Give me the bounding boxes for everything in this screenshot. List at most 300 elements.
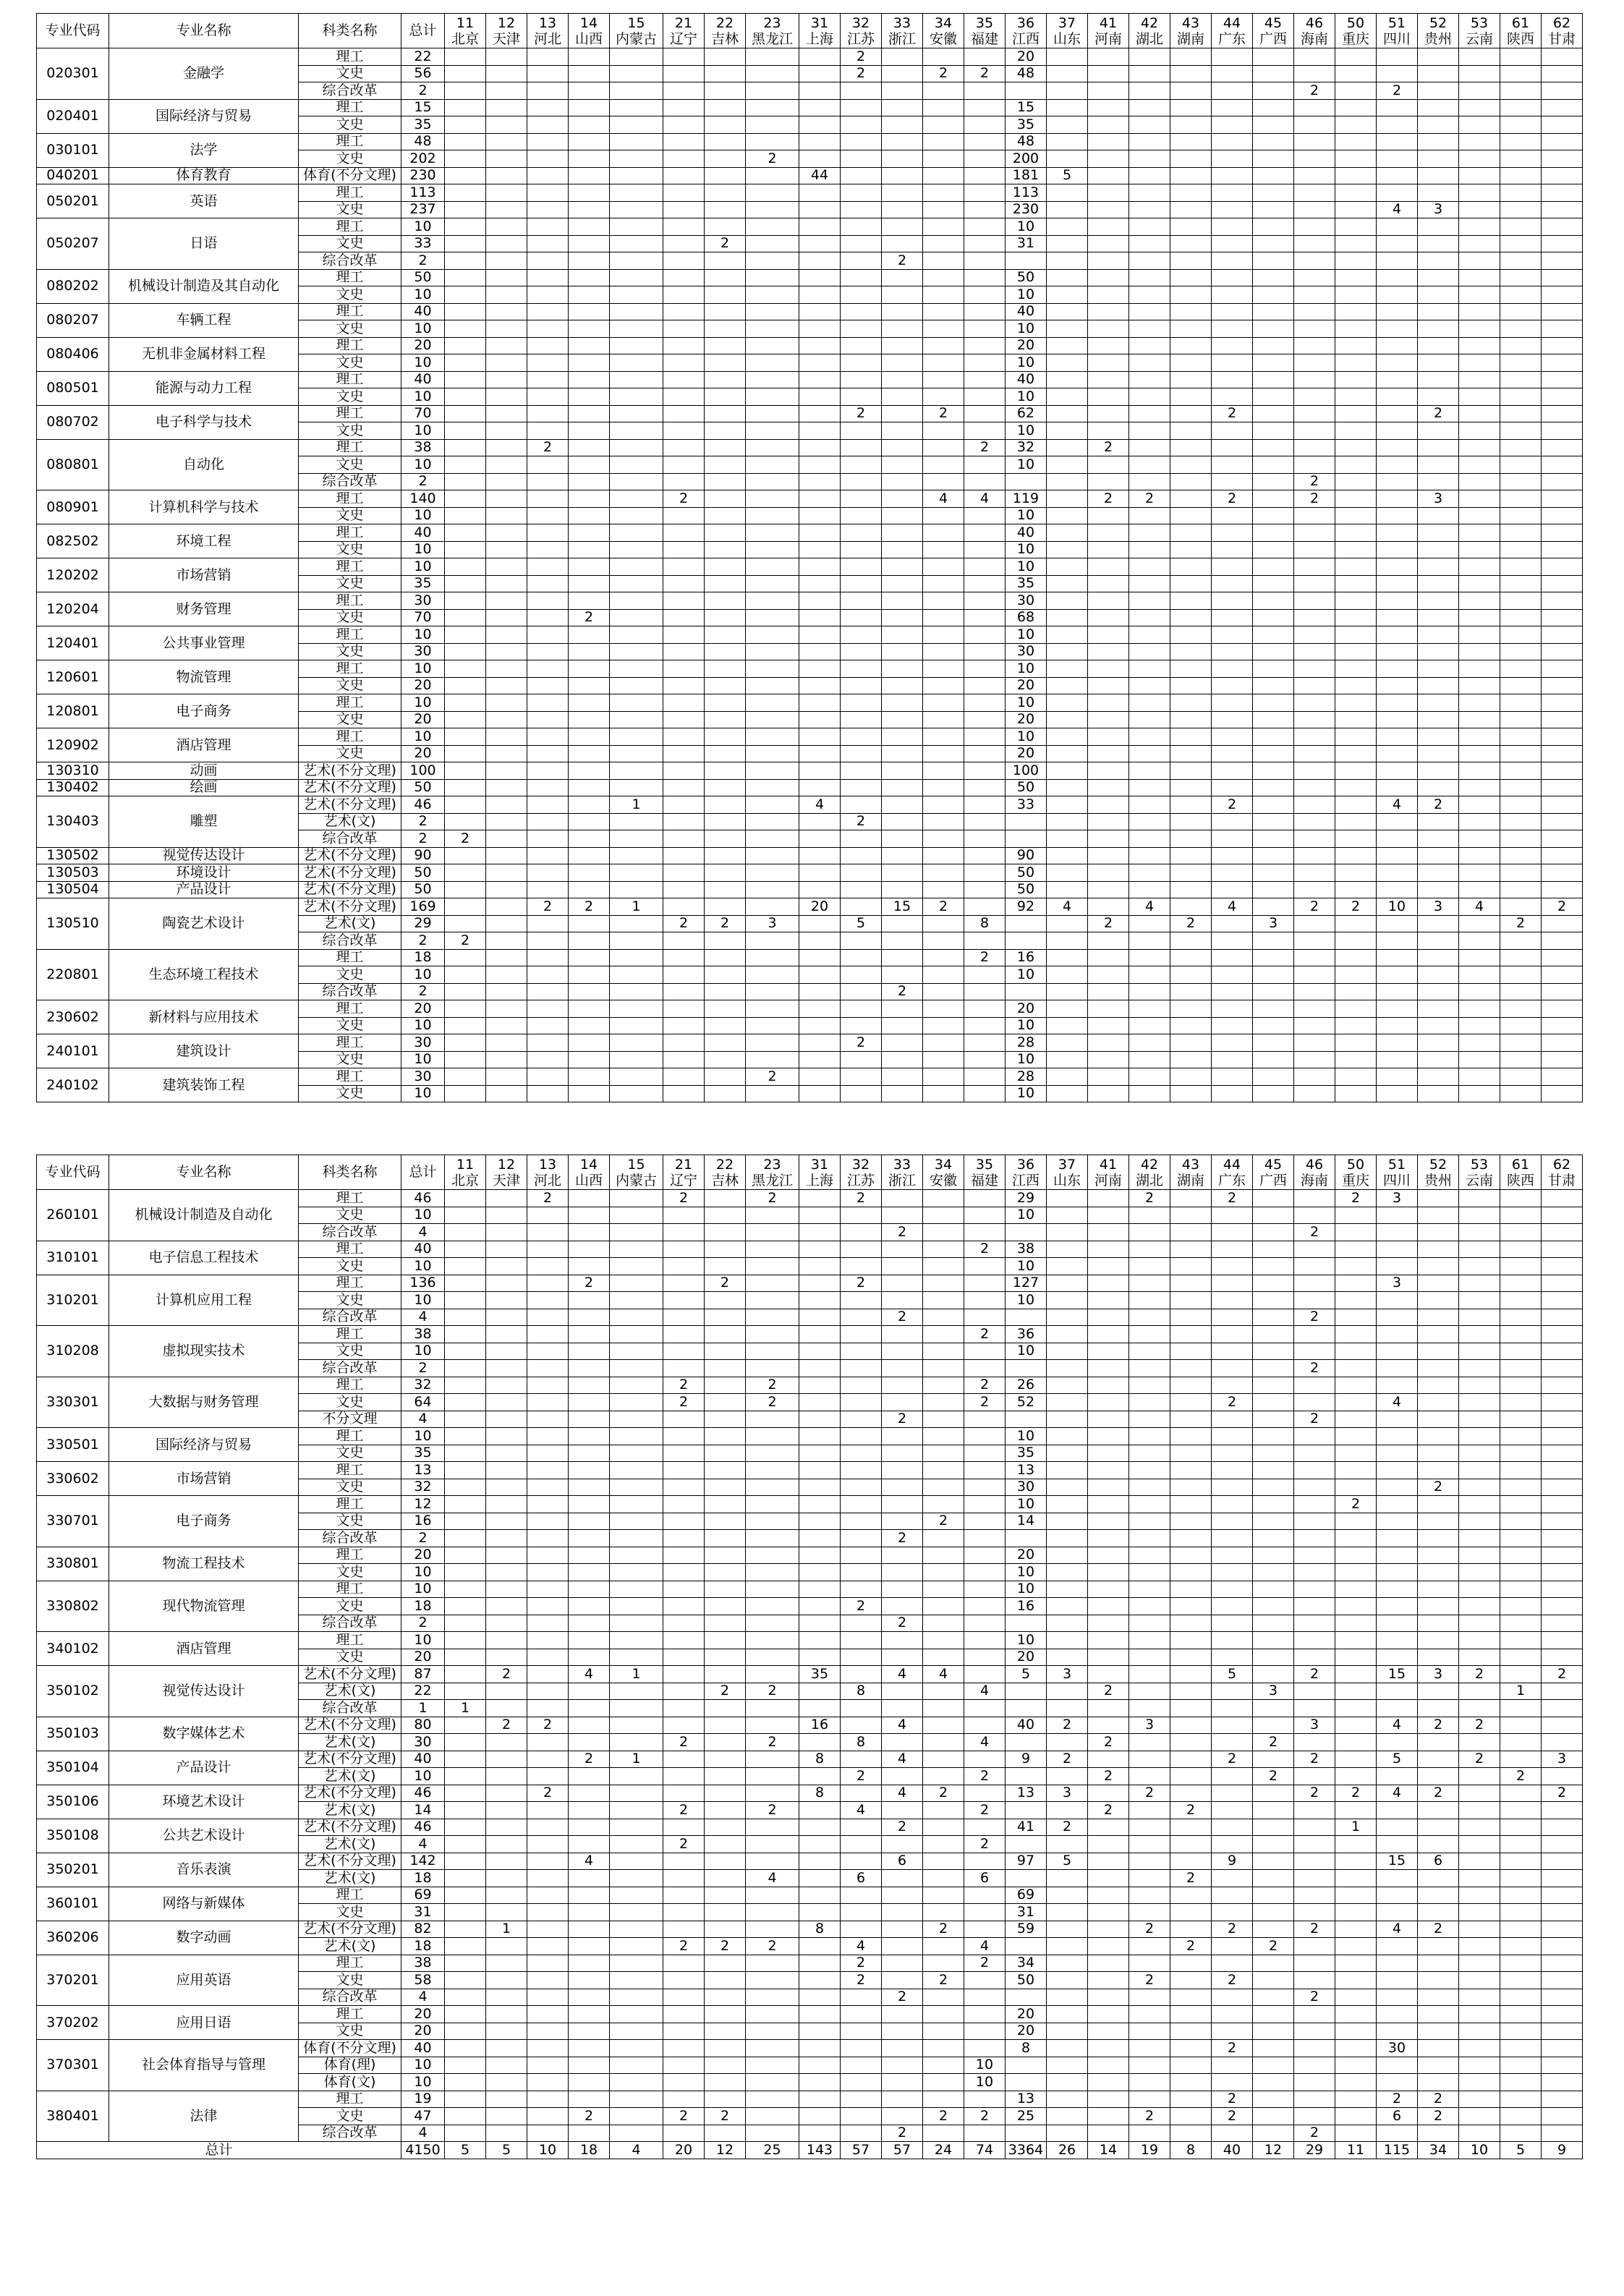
quota-cell-34: 4 [923,490,964,508]
quota-cell-11: 2 [445,932,486,950]
quota-cell-11 [445,779,486,796]
quota-cell-36: 13 [1006,1462,1047,1479]
quota-cell-33 [882,915,923,932]
quota-cell-22 [705,1343,746,1360]
quota-cell-45 [1253,1462,1294,1479]
quota-cell-52 [1418,1462,1459,1479]
quota-cell-14 [569,1479,610,1496]
quota-cell-46 [1294,269,1335,286]
quota-cell-37 [1047,1972,1088,1989]
quota-cell-50 [1335,99,1377,116]
quota-cell-52 [1418,643,1459,660]
quota-cell-37: 2 [1047,1717,1088,1734]
row-total-cell: 10 [401,1207,445,1224]
quota-cell-32 [841,1051,882,1068]
quota-cell-21 [663,983,705,1000]
quota-cell-52: 2 [1418,1785,1459,1802]
quota-cell-11 [445,1343,486,1360]
enrollment-plan-table-bottom [36,1155,1583,2159]
quota-cell-45 [1253,218,1294,236]
quota-cell-46 [1294,235,1335,252]
row-total-cell: 4 [401,1411,445,1428]
quota-cell-44 [1212,1989,1253,2006]
quota-cell-11 [445,201,486,218]
quota-cell-43 [1170,1955,1212,1972]
quota-cell-33 [882,439,923,456]
quota-cell-23 [746,660,799,678]
quota-cell-15 [610,1241,663,1258]
quota-cell-22 [705,2006,746,2023]
header-province-43 [1170,14,1212,48]
quota-cell-51 [1377,779,1418,796]
quota-cell-52 [1418,1085,1459,1102]
quota-cell-46 [1294,1343,1335,1360]
quota-cell-41: 2 [1088,1802,1129,1819]
quota-cell-51 [1377,286,1418,304]
quota-cell-32 [841,1394,882,1411]
quota-cell-43 [1170,1017,1212,1034]
quota-cell-41 [1088,575,1129,592]
quota-cell-35 [964,82,1006,100]
province-code: 15 [627,14,645,31]
quota-cell-36: 10 [1006,422,1047,440]
quota-cell-14 [569,116,610,134]
quota-cell-43 [1170,1989,1212,2006]
quota-cell-11 [445,1530,486,1547]
quota-cell-50 [1335,847,1377,864]
category-cell: 文史 [299,1292,401,1309]
quota-cell-50 [1335,558,1377,576]
category-cell: 理工 [299,1955,401,1972]
category-cell: 综合改革 [299,1989,401,2006]
quota-cell-34 [923,1836,964,1853]
quota-cell-61 [1500,1836,1542,1853]
quota-cell-21 [663,711,705,728]
quota-cell-31 [799,660,841,678]
quota-cell-51 [1377,235,1418,252]
quota-cell-21: 2 [663,1190,705,1207]
quota-cell-62 [1542,422,1583,440]
quota-cell-36: 10 [1006,456,1047,474]
quota-cell-44: 2 [1212,1972,1253,1989]
quota-cell-45 [1253,1445,1294,1462]
row-total-cell: 38 [401,1955,445,1972]
quota-cell-50 [1335,1017,1377,1034]
quota-cell-11 [445,184,486,202]
quota-cell-52 [1418,762,1459,780]
quota-cell-32 [841,592,882,610]
category-cell: 文史 [299,1904,401,1921]
quota-cell-53 [1459,2057,1500,2074]
quota-cell-12 [486,303,527,320]
row-total-cell: 2 [401,252,445,270]
quota-cell-32 [841,575,882,592]
quota-cell-33 [882,1513,923,1530]
province-name: 内蒙古 [615,30,657,47]
quota-cell-21 [663,167,705,184]
quota-cell-32 [841,1292,882,1309]
quota-cell-52 [1418,184,1459,202]
quota-cell-32 [841,1989,882,2006]
quota-cell-42 [1129,1615,1170,1632]
quota-cell-15 [610,1394,663,1411]
quota-cell-34 [923,456,964,474]
quota-cell-21 [663,354,705,372]
quota-cell-36: 10 [1006,1051,1047,1068]
quota-cell-37: 5 [1047,167,1088,184]
quota-cell-14 [569,1428,610,1445]
quota-cell-45 [1253,422,1294,440]
quota-cell-12 [486,966,527,984]
quota-cell-13 [527,218,569,236]
quota-cell-35 [964,99,1006,116]
quota-cell-42 [1129,711,1170,728]
quota-cell-35: 4 [964,1683,1006,1700]
row-total-cell: 35 [401,116,445,134]
quota-cell-50 [1335,2108,1377,2125]
quota-cell-43 [1170,694,1212,712]
major-code-cell: 380401 [37,2091,109,2142]
quota-cell-62 [1542,490,1583,508]
quota-cell-14 [569,983,610,1000]
quota-cell-31 [799,1000,841,1018]
quota-cell-36: 10 [1006,1496,1047,1513]
quota-cell-13 [527,881,569,898]
quota-cell-36: 10 [1006,1258,1047,1275]
quota-cell-32 [841,1462,882,1479]
quota-cell-22 [705,1034,746,1052]
major-name-cell: 公共艺术设计 [109,1819,299,1853]
quota-cell-46 [1294,1068,1335,1086]
quota-cell-15: 1 [610,898,663,916]
major-name-cell: 物流工程技术 [109,1547,299,1581]
quota-cell-62 [1542,286,1583,304]
quota-cell-34: 2 [923,1921,964,1938]
quota-cell-13 [527,1068,569,1086]
quota-cell-42 [1129,507,1170,524]
quota-cell-36: 10 [1006,354,1047,372]
row-total-cell: 10 [401,507,445,524]
quota-cell-34 [923,575,964,592]
quota-cell-32 [841,116,882,134]
quota-cell-52 [1418,2023,1459,2040]
row-total-cell: 22 [401,1683,445,1700]
quota-cell-61 [1500,524,1542,542]
province-name: 重庆 [1341,1172,1369,1189]
quota-cell-46 [1294,1802,1335,1819]
quota-cell-45 [1253,779,1294,796]
quota-cell-33 [882,235,923,252]
quota-cell-37 [1047,1938,1088,1955]
quota-cell-14 [569,745,610,762]
quota-cell-50 [1335,303,1377,320]
quota-cell-42 [1129,1462,1170,1479]
quota-cell-23 [746,881,799,898]
quota-cell-22 [705,1989,746,2006]
quota-cell-23 [746,1853,799,1870]
header-province-37 [1047,1155,1088,1190]
major-code-cell: 120401 [37,626,109,660]
quota-cell-42 [1129,252,1170,270]
quota-cell-44 [1212,1564,1253,1581]
quota-cell-46 [1294,1496,1335,1513]
quota-cell-62 [1542,2074,1583,2091]
quota-cell-53 [1459,1598,1500,1615]
quota-cell-35: 4 [964,1734,1006,1751]
quota-cell-21 [663,1870,705,1887]
row-total-cell: 30 [401,592,445,610]
quota-cell-50 [1335,1836,1377,1853]
quota-cell-61 [1500,1445,1542,1462]
quota-cell-35: 10 [964,2057,1006,2074]
quota-cell-62 [1542,541,1583,558]
quota-cell-13 [527,966,569,984]
quota-cell-41 [1088,1836,1129,1853]
quota-cell-43 [1170,82,1212,100]
quota-cell-14 [569,1649,610,1666]
quota-cell-46 [1294,643,1335,660]
quota-cell-50 [1335,728,1377,746]
quota-cell-14 [569,2023,610,2040]
quota-cell-53 [1459,1411,1500,1428]
quota-cell-50 [1335,1394,1377,1411]
quota-cell-21 [663,694,705,712]
quota-cell-62 [1542,1734,1583,1751]
row-total-cell: 46 [401,1190,445,1207]
quota-cell-43: 2 [1170,1870,1212,1887]
category-cell: 文史 [299,422,401,440]
quota-cell-42 [1129,2023,1170,2040]
quota-cell-34 [923,830,964,848]
quota-cell-11 [445,1428,486,1445]
quota-cell-46 [1294,762,1335,780]
province-name: 天津 [492,30,520,47]
quota-cell-13 [527,1275,569,1292]
quota-cell-23 [746,337,799,354]
quota-cell-51 [1377,354,1418,372]
quota-cell-45 [1253,133,1294,150]
quota-cell-62 [1542,1207,1583,1224]
quota-cell-44 [1212,592,1253,610]
quota-cell-31 [799,1819,841,1836]
quota-cell-13 [527,915,569,932]
quota-cell-35 [964,745,1006,762]
quota-cell-46 [1294,2091,1335,2108]
category-cell: 理工 [299,1326,401,1343]
quota-cell-11 [445,388,486,406]
quota-cell-12 [486,82,527,100]
row-total-cell: 140 [401,490,445,508]
quota-cell-15 [610,1734,663,1751]
quota-cell-44 [1212,184,1253,202]
quota-cell-11 [445,864,486,882]
category-cell: 理工 [299,558,401,576]
quota-cell-43 [1170,1462,1212,1479]
quota-cell-32 [841,745,882,762]
quota-cell-34 [923,847,964,864]
quota-cell-46 [1294,1649,1335,1666]
quota-cell-23 [746,1666,799,1683]
quota-cell-43 [1170,269,1212,286]
quota-cell-52 [1418,507,1459,524]
quota-cell-21 [663,541,705,558]
quota-cell-42 [1129,303,1170,320]
quota-cell-13 [527,2057,569,2074]
quota-cell-22 [705,1190,746,1207]
quota-cell-41: 2 [1088,915,1129,932]
quota-cell-52 [1418,1343,1459,1360]
quota-cell-22 [705,2023,746,2040]
quota-cell-53 [1459,643,1500,660]
quota-cell-32 [841,1564,882,1581]
quota-cell-31 [799,1836,841,1853]
quota-cell-37 [1047,1836,1088,1853]
quota-cell-36: 30 [1006,592,1047,610]
quota-cell-22 [705,1904,746,1921]
quota-cell-36: 16 [1006,1598,1047,1615]
table-row [37,1496,1583,1513]
quota-cell-43 [1170,1343,1212,1360]
quota-cell-21 [663,1224,705,1241]
quota-cell-44 [1212,1017,1253,1034]
quota-cell-34 [923,1530,964,1547]
quota-cell-41 [1088,337,1129,354]
quota-cell-36: 15 [1006,99,1047,116]
quota-cell-13 [527,1649,569,1666]
row-total-cell: 64 [401,1394,445,1411]
quota-cell-52 [1418,2006,1459,2023]
quota-cell-42 [1129,609,1170,626]
quota-cell-22 [705,456,746,474]
quota-cell-41 [1088,456,1129,474]
quota-cell-62: 2 [1542,898,1583,916]
quota-cell-12 [486,65,527,82]
quota-cell-42 [1129,932,1170,950]
quota-cell-15 [610,932,663,950]
row-total-cell: 4 [401,2125,445,2142]
quota-cell-15 [610,983,663,1000]
quota-cell-21: 2 [663,1836,705,1853]
quota-cell-14 [569,337,610,354]
quota-cell-13 [527,1258,569,1275]
category-cell: 理工 [299,1241,401,1258]
quota-cell-33 [882,524,923,542]
quota-cell-22 [705,898,746,916]
major-code-cell: 310201 [37,1275,109,1326]
quota-cell-52 [1418,813,1459,830]
quota-cell-45 [1253,2125,1294,2142]
quota-cell-52: 3 [1418,490,1459,508]
quota-cell-31 [799,1360,841,1377]
quota-cell-45 [1253,303,1294,320]
quota-cell-51 [1377,337,1418,354]
major-code-cell: 350108 [37,1819,109,1853]
major-name-cell: 音乐表演 [109,1853,299,1887]
quota-cell-61 [1500,354,1542,372]
quota-cell-46 [1294,1190,1335,1207]
quota-cell-23 [746,1547,799,1564]
quota-cell-11 [445,1017,486,1034]
quota-cell-52 [1418,1258,1459,1275]
quota-cell-11 [445,422,486,440]
quota-cell-12 [486,881,527,898]
quota-cell-35 [964,813,1006,830]
category-cell: 理工 [299,592,401,610]
quota-cell-42 [1129,1309,1170,1326]
category-cell: 理工 [299,1547,401,1564]
quota-cell-34 [923,694,964,712]
category-cell: 理工 [299,949,401,966]
quota-cell-33 [882,286,923,304]
quota-cell-53 [1459,1394,1500,1411]
quota-cell-14 [569,2057,610,2074]
quota-cell-21 [663,252,705,270]
quota-cell-36: 50 [1006,779,1047,796]
quota-cell-32 [841,371,882,388]
quota-cell-61: 1 [1500,1683,1542,1700]
quota-cell-33 [882,847,923,864]
quota-cell-44: 2 [1212,2040,1253,2057]
quota-cell-34 [923,99,964,116]
quota-cell-31 [799,1683,841,1700]
quota-cell-33 [882,1394,923,1411]
quota-cell-44 [1212,116,1253,134]
quota-cell-32 [841,677,882,694]
quota-cell-34 [923,762,964,780]
quota-cell-42 [1129,167,1170,184]
quota-cell-15 [610,524,663,542]
quota-cell-41 [1088,99,1129,116]
quota-cell-52: 2 [1418,1717,1459,1734]
quota-cell-37 [1047,1017,1088,1034]
quota-cell-53 [1459,949,1500,966]
quota-cell-35 [964,966,1006,984]
quota-cell-61 [1500,1972,1542,1989]
quota-cell-43 [1170,1496,1212,1513]
quota-cell-34 [923,983,964,1000]
quota-cell-33 [882,745,923,762]
header-province-22 [705,1155,746,1190]
quota-cell-13 [527,1017,569,1034]
quota-cell-14 [569,762,610,780]
province-name: 陕西 [1506,30,1534,47]
quota-cell-31 [799,116,841,134]
quota-cell-46: 2 [1294,490,1335,508]
category-cell: 艺术(不分文理) [299,762,401,780]
quota-cell-46: 2 [1294,1224,1335,1241]
quota-cell-41 [1088,745,1129,762]
quota-cell-42 [1129,1394,1170,1411]
quota-cell-42 [1129,1513,1170,1530]
quota-cell-31 [799,1377,841,1394]
quota-cell-43 [1170,1326,1212,1343]
quota-cell-62 [1542,575,1583,592]
quota-cell-52 [1418,456,1459,474]
quota-cell-31 [799,694,841,712]
quota-cell-53 [1459,558,1500,576]
quota-cell-22 [705,1734,746,1751]
quota-cell-53 [1459,524,1500,542]
quota-cell-62 [1542,1972,1583,1989]
quota-cell-44 [1212,1360,1253,1377]
quota-cell-44: 2 [1212,1751,1253,1768]
header-province-36 [1006,1155,1047,1190]
quota-cell-11 [445,1326,486,1343]
quota-cell-50 [1335,1768,1377,1785]
quota-cell-50 [1335,252,1377,270]
quota-cell-52 [1418,1360,1459,1377]
quota-cell-44 [1212,1581,1253,1598]
